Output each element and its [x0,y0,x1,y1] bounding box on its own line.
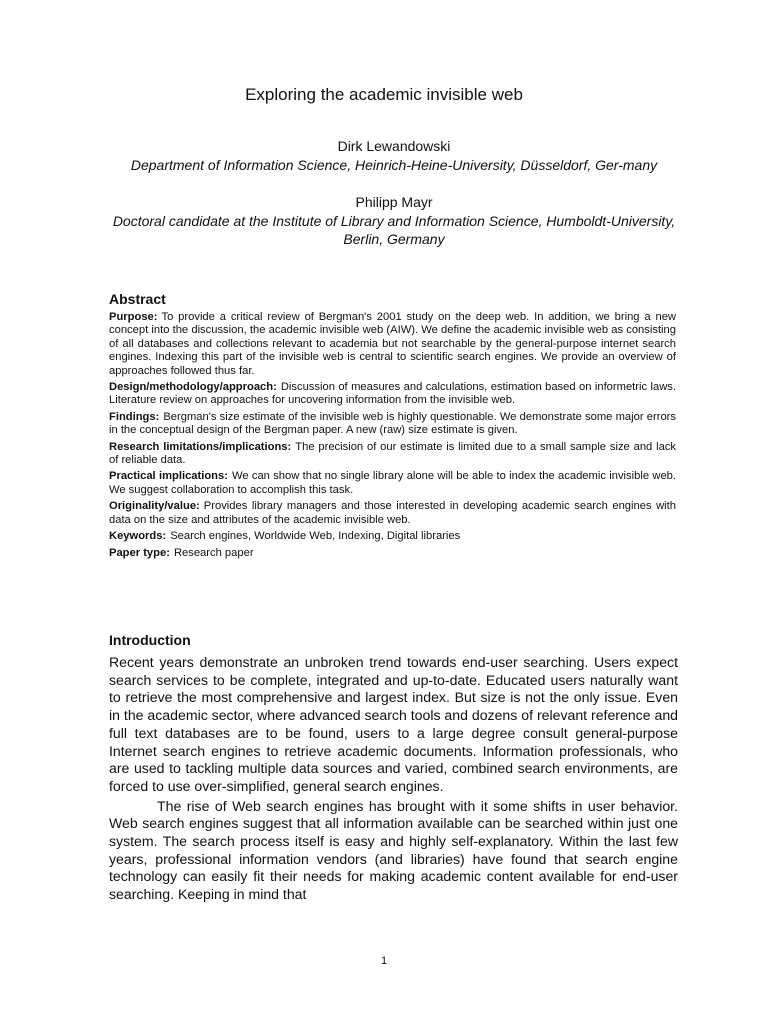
abstract-text: To provide a critical review of Bergman's 2001 study on the deep web. In addition, we bring a new concept into the discussion, the academic invisible web (AIW). We define the academic invisible web as consisting of all databases and collections relevant to academia but not searchable by the general-purpose internet search engines. Indexing this part of the invisible web is central to scientific search engines. We provide an overview of approaches followed thus far. [109,311,676,377]
author-affiliation: Doctoral candidate at the Institute of Library and Information Science, Humboldt-University, Berlin, Germany [112,213,676,247]
abstract-label: Keywords: [109,530,167,543]
introduction-heading: Introduction [109,632,191,648]
abstract-label: Practical implications: [109,470,228,483]
abstract-item [109,547,676,560]
abstract-item [109,441,676,468]
abstract-label: Originality/value: [109,500,200,513]
abstract-label: Research limitations/implications: [109,440,292,453]
paper-title: Exploring the academic invisible web [245,85,523,104]
abstract-text: Discussion of measures and calculations, estimation based on informetric laws. Literature review on approaches for uncovering information from the invisible web. [109,381,676,407]
abstract-label: Purpose: [109,311,158,323]
abstract-item [109,470,676,497]
abstract-text: The precision of our estimate is limited due to a small sample size and lack of reliable data. [109,440,676,467]
abstract-item [109,381,676,408]
author-name: Dirk Lewandowski [337,138,451,154]
introduction-body [109,654,678,904]
abstract-text: Provides library managers and those interested in developing academic search engines with data on the size and attributes of the academic invisible web. [109,500,676,526]
abstract-item [109,411,676,438]
abstract-item [109,530,676,543]
abstract-text: Research paper [173,546,254,559]
abstract-text: Bergman's size estimate of the invisible web is highly questionable. We demonstrate some major errors in the conceptual design of the Bergman paper. A new (raw) size estimate is given. [109,410,676,437]
abstract-label: Design/methodology/approach: [109,381,277,394]
page-number: 1 [380,955,388,967]
abstract-label: Findings: [109,410,160,423]
abstract-heading: Abstract [109,291,166,307]
abstract-label: Paper type: [109,546,170,559]
paragraph: The rise of Web search engines has brought with it some shifts in user behavior. Web search engines suggest that all information available can be searched within just one system. The search process itself is easy and highly self-explanatory. Within the last few years, professional information vendors (and libraries) have found that search engine technology can easily fit their needs for making academic content available for end-user searching. Keeping in mind that [109,797,678,903]
author-name: Philipp Mayr [355,194,433,210]
abstract-body [109,311,676,563]
author-affiliation: Department of Information Science, Heinrich-Heine-University, Düsseldorf, Ger-many [130,157,658,173]
abstract-item [109,500,676,527]
abstract-text: We can show that no single library alone will be able to index the academic invisible web. We suggest collaboration to accomplish this task. [109,470,676,496]
abstract-item [109,311,676,378]
paragraph: Recent years demonstrate an unbroken trend towards end-user searching. Users expect search services to be complete, integrated and up-to-date. Educated users naturally want to retrieve the most comprehensive and largest index. But size is not the only issue. Even in the academic sector, where advanced search tools and dozens of relevant reference and full text databases are to be found, users to a large degree consult general-purpose Internet search engines to retrieve academic documents. Information professionals, who are used to tackling multiple data sources and varied, combined search environments, are forced to use over-simplified, general search engines. [109,654,678,794]
abstract-text: Search engines, Worldwide Web, Indexing, Digital libraries [170,530,461,543]
